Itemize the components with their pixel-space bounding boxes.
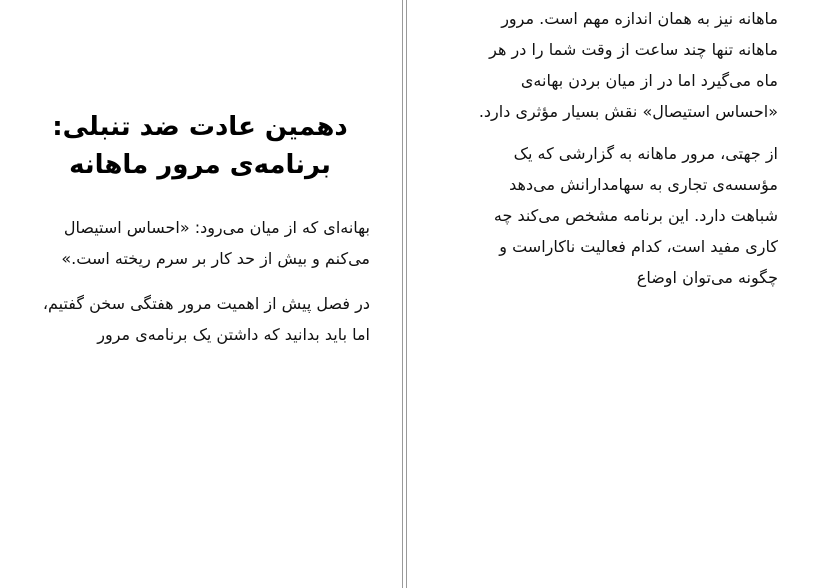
page-divider (402, 0, 407, 588)
chapter-heading-line-1: دهمین عادت ضد تنبلی: (52, 112, 348, 142)
left-page (30, 0, 380, 588)
left-paragraph-1: بهانه‌ای که از میان می‌رود: «احساس استیصال می‌کنم و بیش از حد کار بر سرم ریخته است.» (61, 218, 370, 268)
chapter-heading-line-2: برنامه‌ی مرور ماهانه (69, 150, 331, 180)
chapter-heading (30, 108, 370, 184)
left-paragraph-2: در فصل پیش از اهمیت مرور هفتگی سخن گفتیم، اما باید بدانید که داشتن یک برنامه‌ی مرور (42, 294, 370, 344)
right-paragraph-1: ماهانه نیز به همان اندازه مهم است. مرور ماهانه تنها چند ساعت از وقت شما را در هر ماه می‌گیرد اما در از میان بردن بهانه‌ی «احساس استیصال» نقش بسیار مؤثری دارد. (478, 9, 778, 121)
right-paragraph-2: از جهتی، مرور ماهانه به گزارشی که یک مؤسسه‌ی تجاری به سهامدارانش می‌دهد شباهت دارد. این برنامه مشخص می‌کند چه کاری مفید است، کدام فعالیت ناکاراست و چگونه می‌توان اوضاع (493, 144, 778, 287)
right-page (468, 0, 788, 588)
